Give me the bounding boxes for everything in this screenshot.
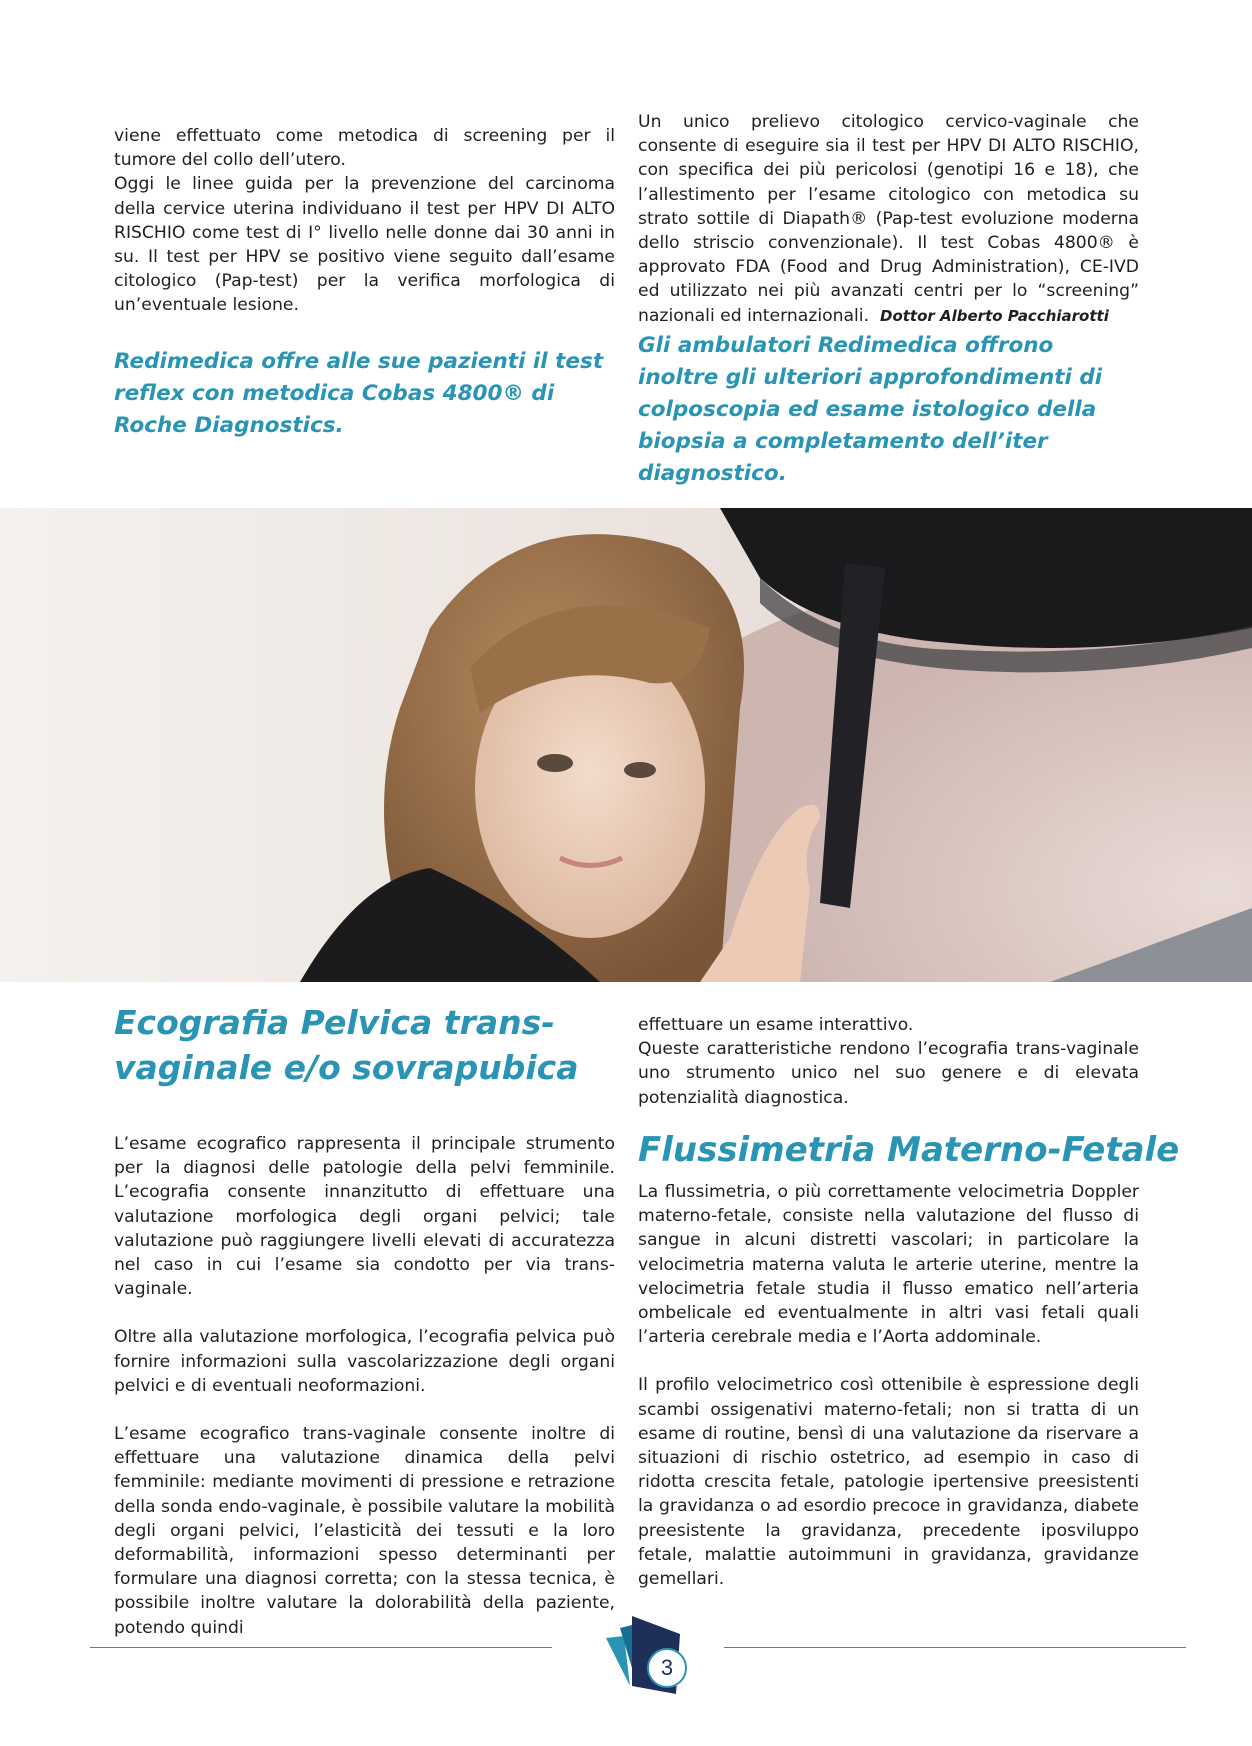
footer-rule-right xyxy=(724,1647,1186,1648)
body-paragraph: L’esame ecografico rappresenta il principale strumento per la diagnosi delle patologie della pelvi femminile. L’ecografia consente innanzitutto di effettuare una valutazione morfologica degli organi pelvici; tale valutazione può raggiungere livelli elevati di accuratezza nel caso in cui l’esame sia condotto per via trans-vaginale. xyxy=(114,1134,615,1300)
top-left-column xyxy=(114,124,615,442)
body-paragraph: Il profilo velocimetrico così ottenibile è espressione degli scambi ossigenativi materno-fetali; non si tratta di un esame di routine, bensì di una valutazione da riservare a situazioni di rischio ostetrico, ad esempio in caso di ridotta crescita fetale, patologie ipertensive preesistenti la gravidanza o ad esordio precoce in gravidanza, diabete preesistente la gravidanza, precedente iposviluppo fetale, malattie autoimmuni in gravidanza, gravidanze gemellari. xyxy=(638,1375,1139,1590)
author-signature: Dottor Alberto Pacchiarotti xyxy=(880,306,1109,325)
body-paragraph: L’esame ecografico trans-vaginale consente inoltre di effettuare una valutazione dinamica della pelvi femminile: mediante movimenti di pressione e retrazione della sonda endo-vaginale, è possibile valutare la mobilità degli organi pelvici, l’elasticità dei tessuti e la loro deformabilità, informazioni spesso determinanti per formulare una diagnosi corretta; con la stessa tecnica, è possibile inoltre valutare la dolorabilità della paziente, potendo quindi xyxy=(114,1424,615,1638)
body-paragraph: effettuare un esame interattivo. xyxy=(638,1015,914,1035)
body-paragraph: Oggi le linee guida per la prevenzione del carcinoma della cervice uterina individuano il test per HPV DI ALTO RISCHIO come test di I° livello nelle donne dai 30 anni in su. Il test per HPV se positivo viene seguito dall’esame citologico (Pap-test) per la verifica morfologica di un’eventuale lesione. xyxy=(114,174,615,316)
section-title-flussimetria: Flussimetria Materno-Fetale xyxy=(638,1130,1180,1170)
mother-child-photo xyxy=(0,508,1252,982)
body-paragraph xyxy=(638,110,1139,328)
section-title-ecografia: Ecografia Pelvica trans-vaginale e/o sovrapubica xyxy=(114,1003,579,1087)
page-number: 3 xyxy=(647,1648,687,1688)
highlight-text: Gli ambulatori Redimedica offrono inoltre gli ulteriori approfondimenti di colposcopia ed esame istologico della biopsia a completamento dell’iter diagnostico. xyxy=(638,332,1103,486)
body-paragraph: viene effettuato come metodica di screening per il tumore del collo dell’utero. xyxy=(114,126,615,171)
ecografia-column xyxy=(114,1132,615,1640)
body-text: Un unico prelievo citologico cervico-vaginale che consente di eseguire sia il test per HPV DI ALTO RISCHIO, con specifica dei più pericolosi (genotipi 16 e 18), che l’allestimento per l’esame citologico con metodica su strato sottile di Diapath® (Pap-test evoluzione moderna dello striscio convenzionale). Il test Cobas 4800® è approvato FDA (Food and Drug Administration), CE-IVD ed utilizzato nei più avanzati centri per lo “screening” nazionali ed internazionali. xyxy=(638,112,1139,326)
body-paragraph: Oltre alla valutazione morfologica, l’ecografia pelvica può fornire informazioni sulla vascolarizzazione degli organi pelvici e di eventuali neoformazioni. xyxy=(114,1327,615,1396)
body-paragraph: La flussimetria, o più correttamente velocimetria Doppler materno-fetale, consiste nella valutazione del flusso di sangue in alcuni distretti vascolari; in particolare la velocimetria materna valuta le arterie uterine, mentre la velocimetria fetale studia il flusso ematico nell’arteria ombelicale ed eventualmente in altri vasi fetali quali l’arteria cerebrale media e l’Aorta addominale. xyxy=(638,1182,1139,1348)
body-paragraph: Queste caratteristiche rendono l’ecografia trans-vaginale uno strumento unico nel suo genere e di elevata potenzialità diagnostica. xyxy=(638,1039,1139,1108)
highlight-text: Redimedica offre alle sue pazienti il test reflex con metodica Cobas 4800® di Roche Diagnostics. xyxy=(114,348,604,438)
flussimetria-column xyxy=(638,1180,1139,1591)
ecografia-continued-column xyxy=(638,1013,1139,1110)
top-right-column xyxy=(638,110,1139,490)
footer-rule-left xyxy=(90,1647,552,1648)
